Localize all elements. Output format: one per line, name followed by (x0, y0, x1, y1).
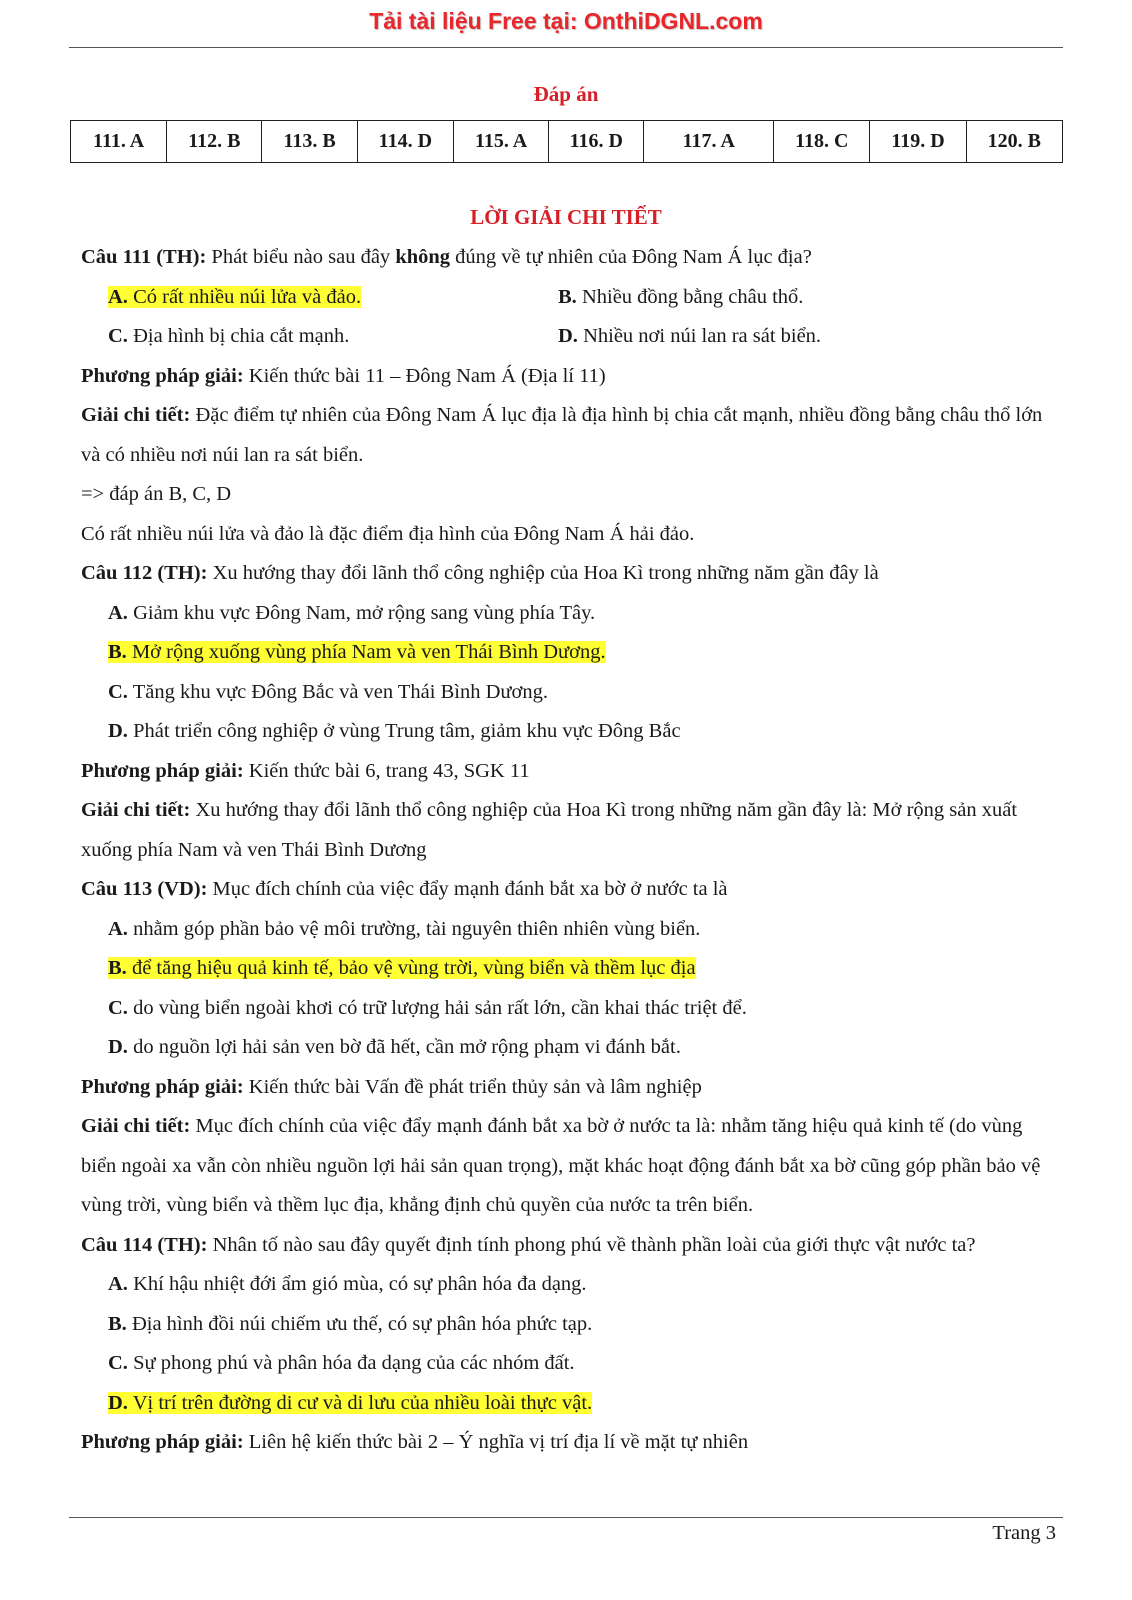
method (81, 1068, 1059, 1108)
answer-cell: 115. A (453, 121, 548, 163)
option-a (81, 594, 1059, 634)
method (81, 1423, 1059, 1463)
answer-cell: 113. B (262, 121, 357, 163)
detail-label: Giải chi tiết: (81, 404, 191, 426)
answer-key-row (71, 121, 1063, 163)
question-text: Phát biểu nào sau đây (206, 246, 396, 268)
method-text: Liên hệ kiến thức bài 2 – Ý nghĩa vị trí địa lí về mặt tự nhiên (243, 1431, 749, 1453)
correct-answer-highlight (108, 641, 606, 663)
option-d (558, 317, 821, 357)
option-b (81, 633, 1059, 673)
option-d (81, 1028, 1059, 1068)
option-c (81, 673, 1059, 713)
option-text: để tăng hiệu quả kinh tế, bảo vệ vùng trời, vùng biển và thềm lục địa (126, 957, 696, 979)
answer-cell: 117. A (644, 121, 774, 163)
answer-cell: 112. B (167, 121, 262, 163)
option-text: Tăng khu vực Đông Bắc và ven Thái Bình Dương. (127, 680, 548, 703)
option-label: B. (108, 1312, 127, 1335)
answer-key-table (70, 120, 1063, 163)
option-label: C. (108, 325, 128, 347)
method-label: Phương pháp giải: (81, 1431, 244, 1453)
option-label: A. (108, 1273, 128, 1295)
detail-label: Giải chi tiết: (81, 799, 191, 821)
detail-text: Đặc điểm tự nhiên của Đông Nam Á lục địa là địa hình bị chia cắt mạnh, nhiều đồng bằng châu thổ lớn và có nhiều nơi núi lan ra sát biển. (81, 404, 1043, 466)
answer-cell: 118. C (774, 121, 870, 163)
option-text: Phát triển công nghiệp ở vùng Trung tâm, giảm khu vực Đông Bắc (127, 720, 681, 742)
option-text: do nguồn lợi hải sản ven bờ đã hết, cần mở rộng phạm vi đánh bắt. (127, 1036, 681, 1058)
option-text: nhằm góp phần bảo vệ môi trường, tài nguyên thiên nhiên vùng biển. (127, 917, 701, 940)
detail-extra: Có rất nhiều núi lửa và đảo là đặc điểm địa hình của Đông Nam Á hải đảo. (81, 522, 695, 545)
option-label: B. (558, 285, 577, 308)
question-114 (81, 1226, 1059, 1266)
option-text: Sự phong phú và phân hóa đa dạng của các nhóm đất. (127, 1352, 575, 1374)
option-label: B. (108, 641, 127, 663)
detail-extra: => đáp án B, C, D (81, 483, 232, 505)
option-label: A. (108, 285, 128, 308)
option-c (81, 989, 1059, 1029)
options-row (81, 278, 1059, 318)
option-label: A. (108, 917, 128, 940)
question-113 (81, 870, 1059, 910)
answer-cell: 120. B (966, 121, 1062, 163)
method-label: Phương pháp giải: (81, 759, 244, 782)
correct-answer-highlight (108, 957, 696, 979)
option-label: C. (108, 1352, 128, 1374)
section-title: LỜI GIẢI CHI TIẾT (470, 205, 662, 229)
option-text: Địa hình đồi núi chiếm ưu thế, có sự phân hóa phức tạp. (126, 1312, 593, 1335)
detail-text: Mục đích chính của việc đẩy mạnh đánh bắt xa bờ ở nước ta là: nhằm tăng hiệu quả kinh tế (do vùng biển ngoài xa vẫn còn nhiều nguồn lợi hải sản quan trọng), mặt khác hoạt động đánh bắt xa bờ cũng góp phần bảo vệ vùng trời, vùng biển và thềm lục địa, khẳng định chủ quyền của nước ta trên biển. (81, 1115, 1041, 1216)
method-label: Phương pháp giải: (81, 1075, 244, 1098)
footer-divider (69, 1517, 1063, 1518)
method-label: Phương pháp giải: (81, 364, 244, 387)
question-emphasis: không (395, 246, 451, 268)
option-a (81, 278, 558, 318)
detail-label: Giải chi tiết: (81, 1115, 191, 1137)
site-banner[interactable]: Tải tài liệu Free tại: OnthiDGNL.com (369, 8, 763, 34)
option-c (81, 1344, 1059, 1384)
question-text: đúng về tự nhiên của Đông Nam Á lục địa? (450, 246, 812, 268)
option-label: C. (108, 680, 128, 703)
option-label: B. (108, 957, 127, 979)
answer-cell: 119. D (870, 121, 966, 163)
option-label: D. (108, 1391, 128, 1414)
answer-cell: 116. D (549, 121, 644, 163)
question-label: Câu 114 (TH): (81, 1233, 208, 1256)
method (81, 357, 1059, 397)
detail (81, 1107, 1059, 1226)
option-b (81, 949, 1059, 989)
detail (81, 396, 1059, 475)
question-112 (81, 554, 1059, 594)
method-text: Kiến thức bài Vấn đề phát triển thủy sản và lâm nghiệp (243, 1075, 702, 1098)
option-text: do vùng biển ngoài khơi có trữ lượng hải sản rất lớn, cần khai thác triệt để. (127, 996, 747, 1019)
page-number: Trang 3 (992, 1522, 1056, 1544)
question-text: Mục đích chính của việc đẩy mạnh đánh bắt xa bờ ở nước ta là (207, 878, 728, 900)
method (81, 752, 1059, 792)
correct-answer-highlight (108, 286, 361, 308)
method-text: Kiến thức bài 11 – Đông Nam Á (Địa lí 11) (243, 364, 606, 387)
option-b (558, 278, 803, 318)
question-label: Câu 113 (VD): (81, 878, 208, 900)
option-d (81, 1384, 1059, 1424)
method-text: Kiến thức bài 6, trang 43, SGK 11 (243, 759, 530, 782)
option-d (81, 712, 1059, 752)
option-text: Mở rộng xuống vùng phía Nam và ven Thái Bình Dương. (126, 641, 606, 663)
option-text: Khí hậu nhiệt đới ẩm gió mùa, có sự phân hóa đa dạng. (127, 1273, 587, 1295)
option-label: D. (108, 1036, 128, 1058)
option-c (81, 317, 558, 357)
answer-cell: 111. A (71, 121, 167, 163)
answers-title: Đáp án (533, 82, 599, 106)
option-label: C. (108, 996, 128, 1019)
question-text: Nhân tố nào sau đây quyết định tính phong phú về thành phần loài của giới thực vật nước ta? (207, 1233, 976, 1256)
option-text: Địa hình bị chia cắt mạnh. (127, 325, 350, 347)
question-text: Xu hướng thay đổi lãnh thổ công nghiệp của Hoa Kì trong những năm gần đây là (207, 562, 879, 584)
option-text: Nhiều đồng bằng châu thổ. (576, 285, 804, 308)
option-label: A. (108, 601, 128, 624)
detail-text: Xu hướng thay đổi lãnh thổ công nghiệp của Hoa Kì trong những năm gần đây là: Mở rộng sản xuất xuống phía Nam và ven Thái Bình Dương (81, 799, 1018, 861)
option-a (81, 910, 1059, 950)
option-b (81, 1305, 1059, 1345)
option-label: D. (108, 720, 128, 742)
options-row (81, 317, 1059, 357)
question-111 (81, 238, 1059, 278)
header-divider (69, 47, 1063, 48)
option-text: Vị trí trên đường di cư và di lưu của nhiều loài thực vật. (127, 1391, 593, 1414)
question-label: Câu 111 (TH): (81, 246, 207, 268)
option-text: Có rất nhiều núi lửa và đảo. (127, 285, 362, 308)
option-label: D. (558, 325, 578, 347)
solutions-content (81, 238, 1059, 1463)
option-text: Giảm khu vực Đông Nam, mở rộng sang vùng phía Tây. (127, 601, 596, 624)
question-label: Câu 112 (TH): (81, 562, 208, 584)
detail (81, 791, 1059, 870)
correct-answer-highlight (108, 1392, 592, 1414)
option-a (81, 1265, 1059, 1305)
option-text: Nhiều nơi núi lan ra sát biển. (577, 325, 822, 347)
answer-cell: 114. D (357, 121, 453, 163)
